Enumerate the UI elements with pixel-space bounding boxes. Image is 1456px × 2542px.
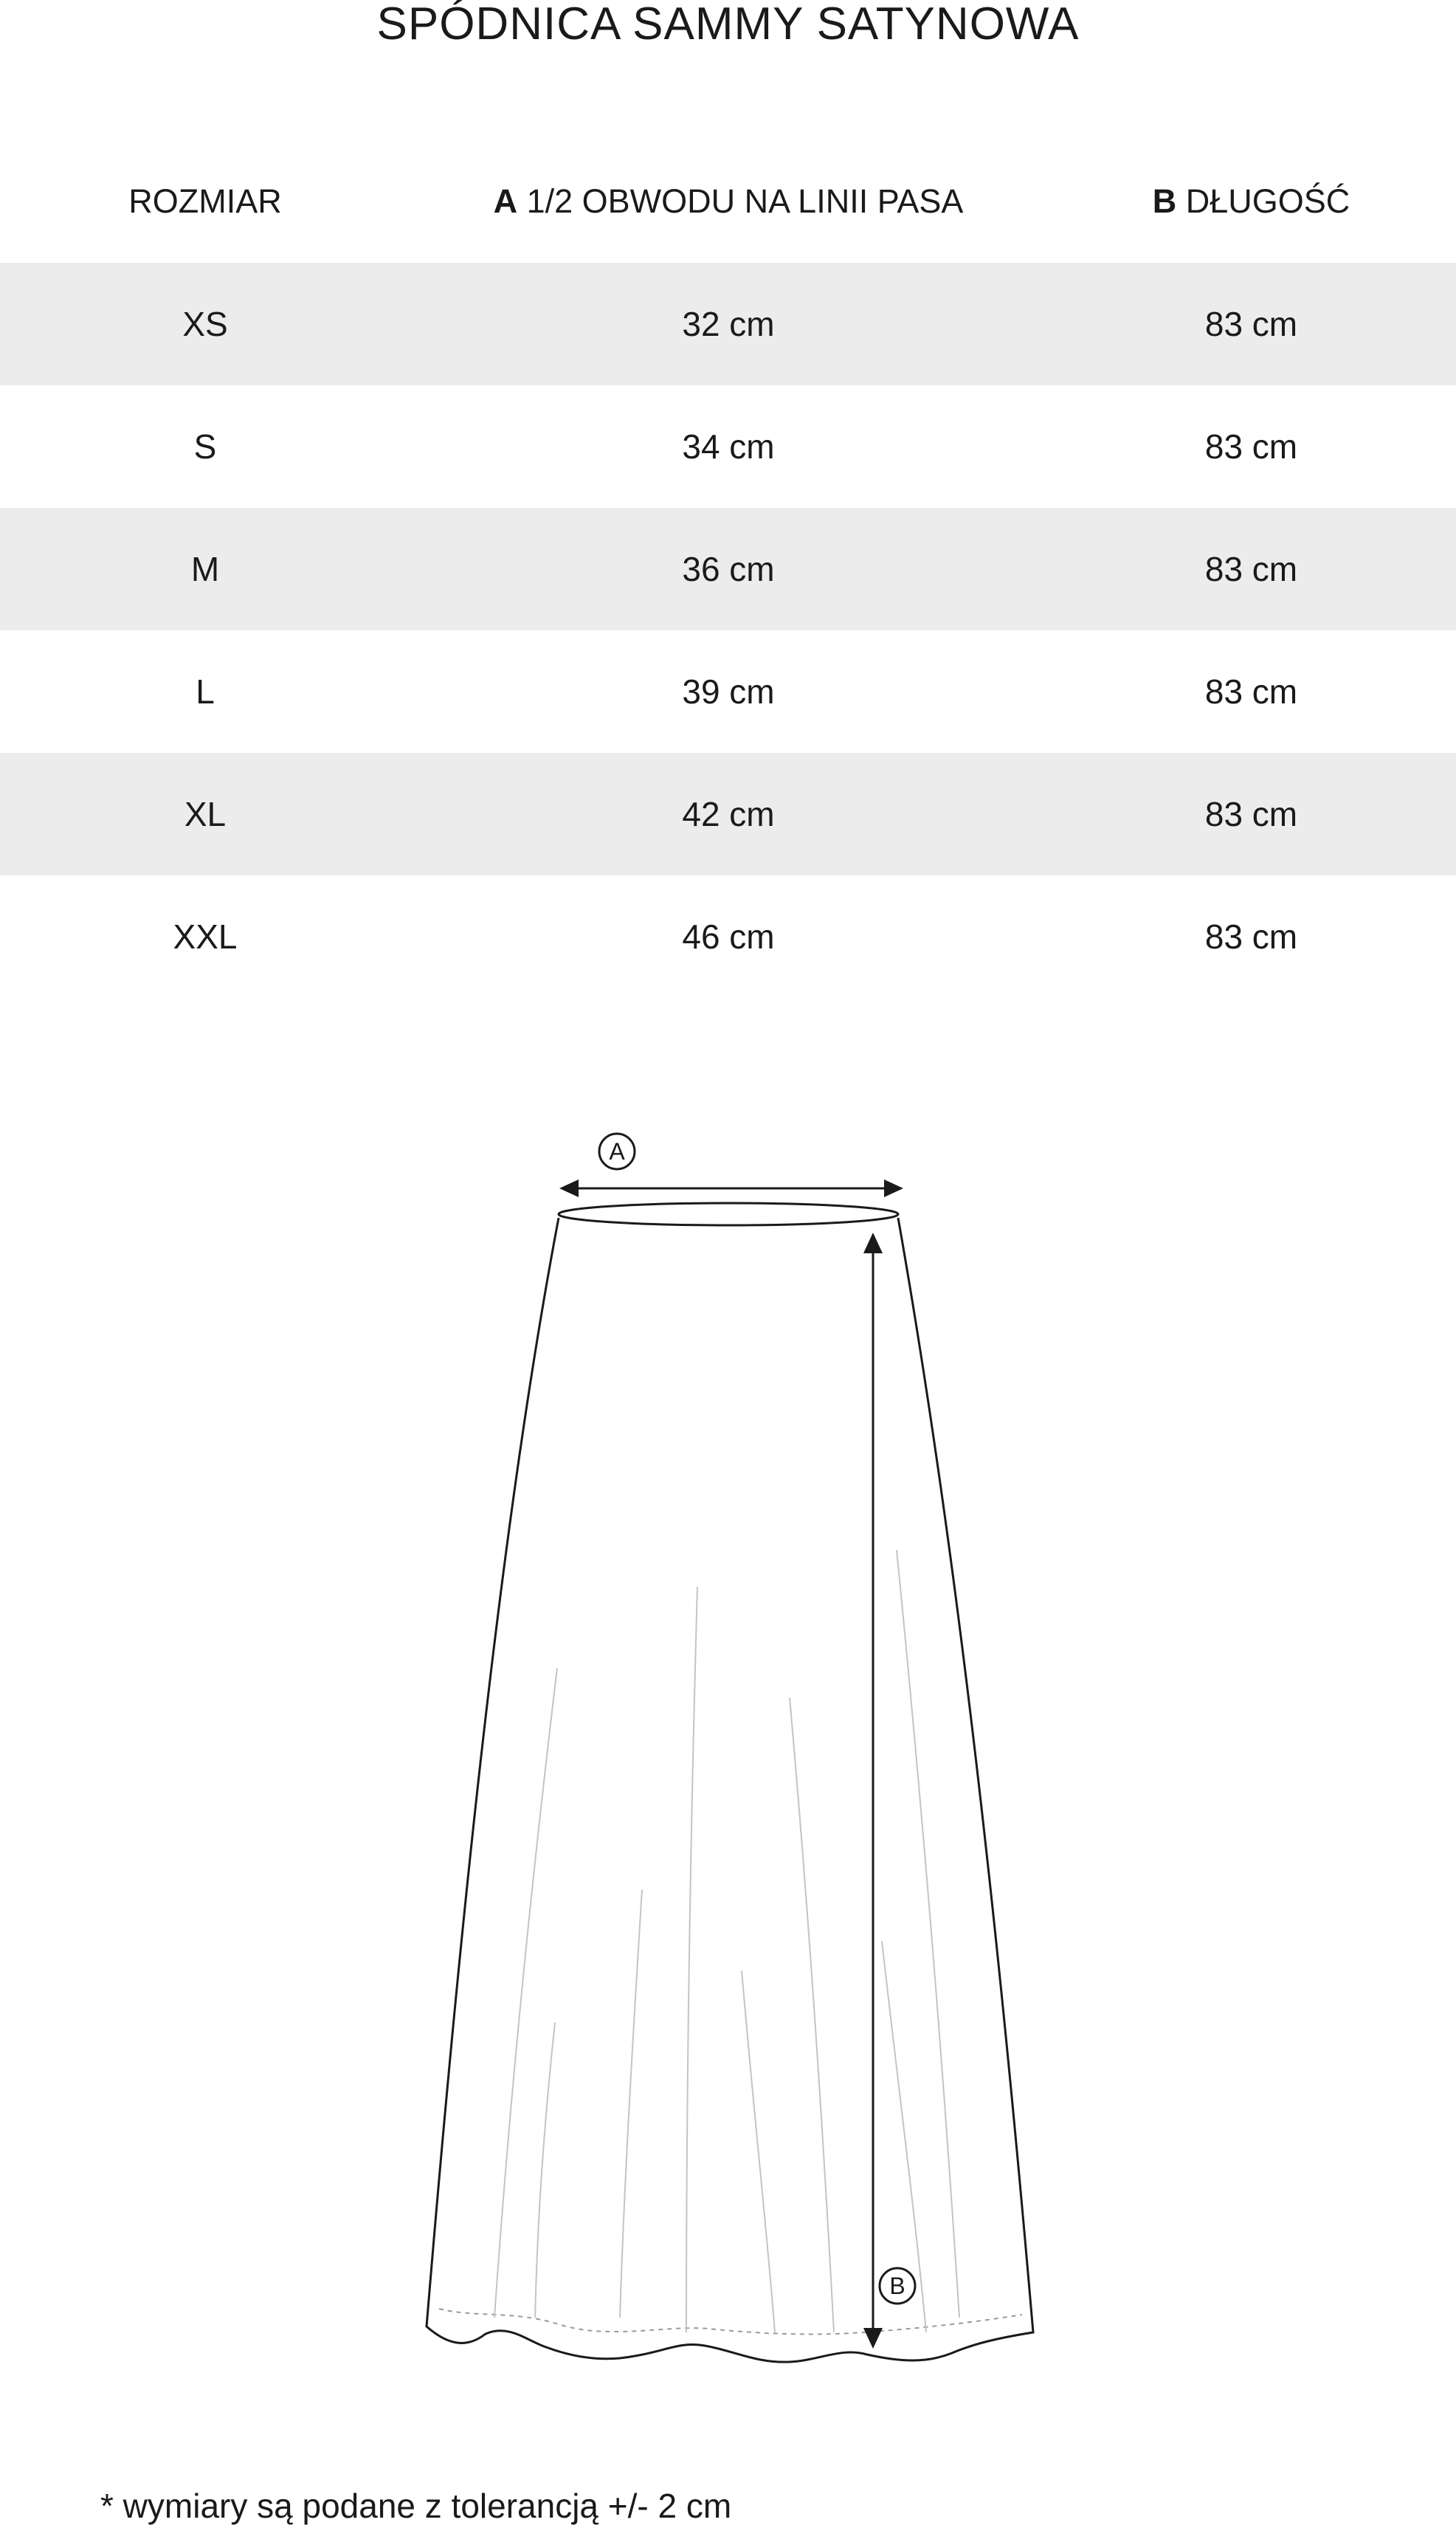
header-length-letter: B — [1152, 182, 1177, 220]
header-waist — [410, 183, 1046, 220]
length-cell: 83 cm — [1204, 672, 1298, 711]
skirt-outline — [427, 1218, 1033, 2362]
skirt-diagram — [0, 1107, 1456, 2391]
table-row — [0, 753, 1456, 875]
waist-cell: 39 cm — [682, 672, 775, 711]
header-size — [0, 183, 410, 220]
waist-cell: 36 cm — [682, 550, 775, 588]
length-cell: 83 cm — [1204, 305, 1298, 343]
header-waist-letter: A — [493, 182, 518, 220]
size-cell: XS — [182, 305, 228, 343]
table-row — [0, 875, 1456, 998]
footnote: * wymiary są podane z tolerancją +/- 2 cm — [100, 2487, 732, 2525]
size-cell: XL — [184, 795, 227, 833]
table-row — [0, 630, 1456, 753]
size-table — [0, 140, 1456, 998]
length-cell: 83 cm — [1204, 427, 1298, 466]
page-title: SPÓDNICA SAMMY SATYNOWA — [376, 0, 1080, 49]
size-cell: M — [190, 550, 220, 588]
measure-a-left-arrow-icon — [559, 1179, 579, 1197]
waist-cell: 42 cm — [682, 795, 775, 833]
waist-cell: 34 cm — [682, 427, 775, 466]
length-cell: 83 cm — [1204, 795, 1298, 833]
waist-cell: 32 cm — [682, 305, 775, 343]
size-cell: S — [193, 427, 217, 466]
waist-cell: 46 cm — [682, 917, 775, 956]
measure-a-right-arrow-icon — [884, 1179, 903, 1197]
header-length — [1046, 183, 1456, 220]
measure-b-label: B — [889, 2273, 905, 2299]
header-waist-label: 1/2 OBWODU NA LINII PASA — [517, 182, 964, 220]
table-row — [0, 508, 1456, 630]
header-length-label: DŁUGOŚĆ — [1176, 182, 1350, 220]
table-row — [0, 263, 1456, 385]
length-cell: 83 cm — [1204, 917, 1298, 956]
size-cell: XXL — [173, 917, 238, 956]
table-header-row — [0, 140, 1456, 263]
table-row — [0, 385, 1456, 508]
skirt-waistband — [559, 1203, 898, 1225]
length-cell: 83 cm — [1204, 550, 1298, 588]
header-size-label: ROZMIAR — [128, 182, 282, 220]
size-cell: L — [196, 672, 215, 711]
measure-a-label: A — [609, 1138, 625, 1165]
